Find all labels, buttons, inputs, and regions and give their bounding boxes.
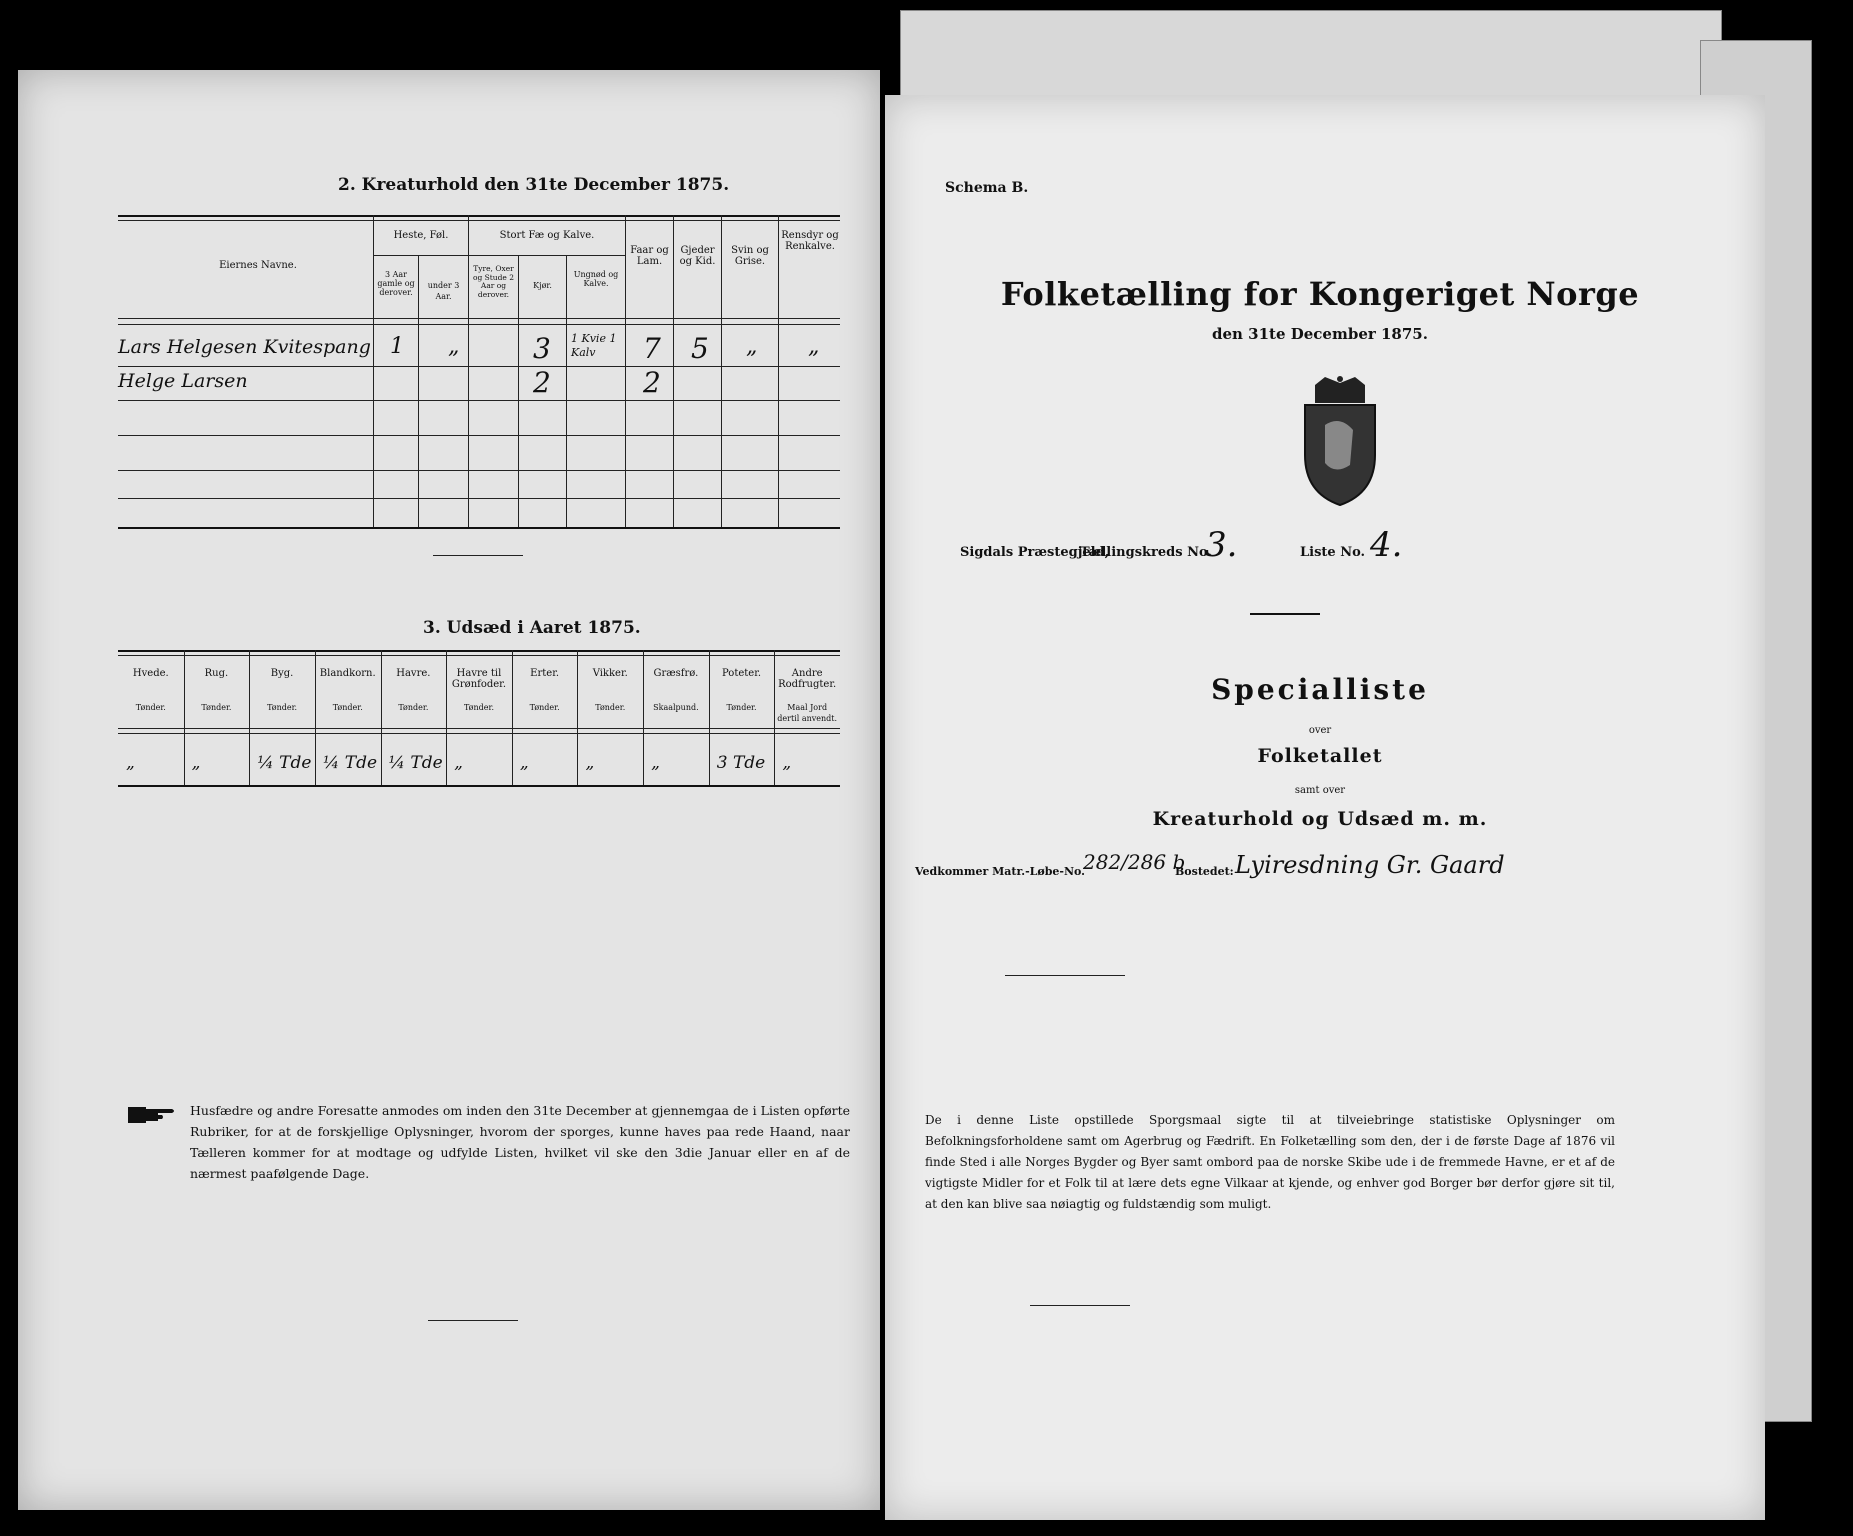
table3-header-unit: Tønder.	[332, 703, 363, 712]
table3-value: ¼ Tde	[322, 753, 378, 773]
table3-header-unit: Tønder.	[267, 703, 298, 712]
table3-value: „	[519, 753, 529, 773]
table2-top-rule2	[118, 220, 840, 221]
table3-value: „	[126, 753, 135, 773]
table3-value: „	[191, 753, 201, 773]
specialliste-heading: Specialliste	[1211, 673, 1429, 706]
table2-col-divider	[373, 215, 374, 527]
table3-header-label: Erter.	[530, 668, 560, 679]
table3-value: „	[454, 753, 463, 773]
table2-col-divider	[778, 215, 779, 527]
matr-number: 282/286 b	[1083, 850, 1186, 874]
table3-header-rule2	[118, 733, 840, 734]
row2-name: Helge Larsen	[118, 370, 248, 392]
signature-line	[1005, 975, 1125, 976]
table2-top-rule	[118, 215, 840, 217]
header-sheep: Faar og Lam.	[630, 245, 669, 267]
table3-header-unit: Skaalpund.	[653, 703, 699, 712]
district-label: Tællingskreds No.	[1080, 545, 1212, 560]
table2-col-divider	[518, 255, 519, 527]
table3-header-unit: Tønder.	[726, 703, 757, 712]
table2-bottom-rule	[118, 527, 840, 529]
table2-row-rule	[118, 498, 840, 499]
row1-goats: 5	[691, 332, 709, 365]
header-horses: Heste, Føl.	[393, 230, 449, 241]
list-number: 4.	[1370, 525, 1403, 565]
table2-col-divider	[625, 215, 626, 527]
row1-name: Lars Helgesen Kvitespang	[118, 336, 371, 358]
header-horses-old: 3 Aar gamle og derover.	[377, 270, 415, 297]
samt-over-text: samt over	[1294, 785, 1346, 796]
header-pigs: Svin og Grise.	[731, 245, 769, 267]
row1-sheep: 7	[643, 332, 661, 365]
table2-col-divider	[721, 215, 722, 527]
table3-header-label: Havre.	[396, 668, 431, 679]
table3-col-divider	[249, 650, 250, 785]
table3-header-unit: Tønder.	[201, 703, 232, 712]
table3-bottom-rule	[118, 785, 840, 787]
table2-subheader-rule	[373, 255, 625, 256]
row1-reindeer: „	[808, 334, 820, 359]
header-cattle-cows: Kjør.	[533, 281, 552, 290]
notice-text: Husfædre og andre Foresatte anmodes om inden den 31te December at gjennemgaa de i Listen opførte Rubriker, for at de forskjellige Oplysninger, hvorom der sporges, kunne haves paa rede Haand, naar Tælleren kommer for at modtage og udfylde Listen, hvilket vil ske den 3die Januar eller en af de nærmest paafølgende Dage.	[190, 1103, 850, 1181]
table3-header-unit: Tønder.	[595, 703, 626, 712]
pointing-hand-icon	[128, 1103, 178, 1129]
table3-header-label: Havre til Grønfoder.	[451, 668, 507, 690]
parish-label: Sigdals Præstegjeld,	[960, 545, 1110, 560]
table3-value: ¼ Tde	[388, 753, 443, 773]
table3-value: ¼ Tde	[257, 753, 312, 773]
table3-header-unit: Tønder.	[463, 703, 494, 712]
title-divider	[1250, 613, 1320, 615]
kreaturhold-heading: Kreaturhold og Udsæd m. m.	[1152, 808, 1488, 830]
table3-header-label: Rug.	[204, 668, 229, 679]
right-page	[885, 95, 1765, 1520]
table3-top-rule2	[118, 655, 840, 656]
left-page	[18, 70, 880, 1510]
table3-header-rule	[118, 728, 840, 729]
table3-col-divider	[709, 650, 710, 785]
table3-col-divider	[381, 650, 382, 785]
row1-pigs: „	[746, 334, 758, 359]
table2-col-divider	[673, 215, 674, 527]
table3-col-divider	[577, 650, 578, 785]
table3-header-label: Byg.	[270, 668, 294, 679]
table2-header-rule2	[118, 324, 840, 325]
row1-young: 1 Kvie 1 Kalv	[571, 332, 617, 359]
section2-title: 2. Kreaturhold den 31te December 1875.	[338, 175, 730, 195]
coat-of-arms-icon	[1295, 375, 1385, 514]
table3-header-unit: Tønder.	[529, 703, 560, 712]
row1-cows: 3	[533, 332, 551, 365]
info-paragraph: De i denne Liste opstillede Sporgsmaal sigte til at tilveiebringe statistiske Oplysninger om Befolkningsforholdene samt om Agerbrug og Fædrift. En Folketælling som den, der i de første Dage af 1876 vil finde Sted i alle Norges Bygder og Byer samt ombord paa de norske Skibe ude i de fremmede Havne, er et af de vigtigste Midler for et Folk til at lære dets egne Vilkaar at kjende, og enhver god Borger bør derfor gjøre sit til, at den kan blive saa nøiagtig og fuldstændig som muligt.	[925, 1113, 1615, 1211]
table2-header-rule	[118, 318, 840, 319]
main-subtitle: den 31te December 1875.	[1212, 325, 1428, 343]
table3-col-divider	[315, 650, 316, 785]
table3-col-divider	[512, 650, 513, 785]
table3-header-label: Vikker.	[592, 668, 628, 679]
table3-col-divider	[643, 650, 644, 785]
header-goats: Gjeder og Kid.	[679, 245, 716, 267]
table3-header-unit: Tønder.	[135, 703, 166, 712]
header-cattle-young: Ungnød og Kalve.	[573, 270, 619, 288]
table3-header-label: Poteter.	[721, 668, 762, 679]
table3-header-label: Andre Rodfrugter.	[778, 668, 837, 690]
bosted-label: Bostedet:	[1175, 865, 1234, 878]
table3-top-rule	[118, 650, 840, 652]
table3-header-unit: Maal Jord dertil anvendt.	[777, 703, 838, 723]
header-horses-young: under 3 Aar.	[427, 281, 460, 301]
page-stack	[900, 10, 1722, 102]
table2-col-divider	[418, 255, 419, 527]
header-reindeer: Rensdyr og Renkalve.	[781, 230, 839, 252]
table2-col-divider	[566, 255, 567, 527]
table3-value: „	[782, 753, 792, 773]
table3-col-divider	[774, 650, 775, 785]
row1-horses-old: 1	[390, 334, 404, 359]
row1-horses-young: „	[448, 334, 460, 359]
table2-row-rule	[118, 400, 840, 401]
main-title: Folketælling for Kongeriget Norge	[1000, 275, 1640, 313]
header-cattle: Stort Fæ og Kalve.	[499, 230, 595, 241]
folketallet-heading: Folketallet	[1257, 745, 1383, 767]
list-label: Liste No.	[1300, 545, 1366, 560]
table2-row-rule	[118, 366, 840, 367]
district-number: 3.	[1205, 525, 1238, 565]
table3-value: „	[651, 753, 660, 773]
schema-label: Schema B.	[945, 180, 1029, 196]
table3-header-unit: Tønder.	[398, 703, 429, 712]
matr-label: Vedkommer Matr.-Løbe-No.	[915, 865, 1085, 878]
row2-sheep: 2	[643, 366, 661, 399]
separator-rule	[433, 555, 523, 556]
section3-title: 3. Udsæd i Aaret 1875.	[423, 618, 641, 638]
row2-cows: 2	[533, 366, 551, 399]
table3-header-label: Blandkorn.	[319, 668, 376, 679]
table3-value: „	[585, 753, 595, 773]
table2-col-divider	[468, 215, 469, 527]
table3-header-label: Hvede.	[132, 668, 169, 679]
header-cattle-bulls: Tyre, Oxer og Stude 2 Aar og derover.	[472, 264, 515, 299]
over-text-1: over	[1308, 725, 1332, 736]
table3-col-divider	[184, 650, 185, 785]
footer-rule	[428, 1320, 518, 1321]
table2-row-rule	[118, 470, 840, 471]
table3-value: 3 Tde	[716, 753, 766, 773]
bosted-value: Lyiresdning Gr. Gaard	[1235, 851, 1505, 879]
table3-col-divider	[446, 650, 447, 785]
header-owners: Eiernes Navne.	[219, 260, 297, 271]
table2-row-rule	[118, 435, 840, 436]
table3-header-label: Græsfrø.	[653, 668, 699, 679]
footer-rule-right	[1030, 1305, 1130, 1306]
